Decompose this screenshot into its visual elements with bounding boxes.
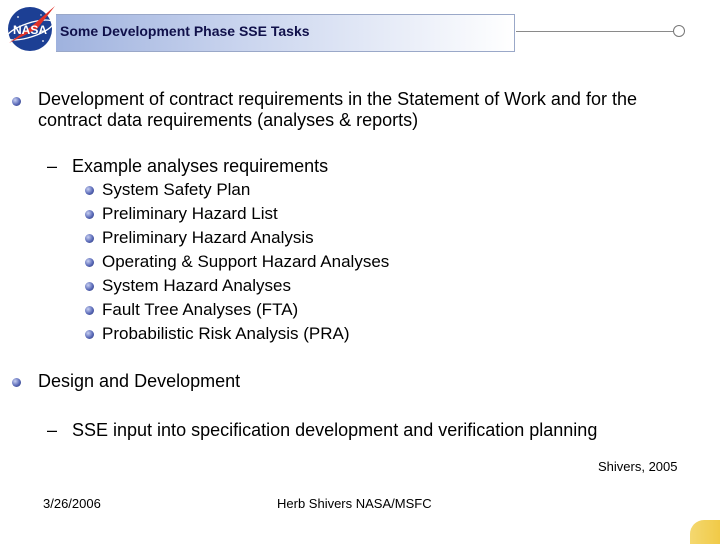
list-item: System Hazard Analyses (102, 276, 291, 295)
sub-example-analyses: Example analyses requirements (72, 156, 329, 176)
list-item: Preliminary Hazard Analysis (102, 228, 314, 247)
sub-dash: – (47, 156, 58, 176)
bullet-icon (85, 306, 94, 315)
list-item: System Safety Plan (102, 180, 251, 199)
bullet-icon (85, 234, 94, 243)
page-title: Some Development Phase SSE Tasks (60, 23, 310, 39)
header-rule (516, 31, 676, 32)
bullet-icon (85, 186, 94, 195)
footer-author: Herb Shivers NASA/MSFC (277, 496, 432, 511)
corner-decoration (690, 520, 720, 544)
list-item: Preliminary Hazard List (102, 204, 278, 223)
bullet-icon (85, 258, 94, 267)
list-item: Operating & Support Hazard Analyses (102, 252, 390, 271)
list-item: Probabilistic Risk Analysis (PRA) (102, 324, 350, 343)
header-rule-end-dot (673, 25, 685, 37)
nasa-logo (3, 3, 59, 53)
sub-sse-input: SSE input into specification development and verification planning (72, 420, 598, 440)
footer-date: 3/26/2006 (43, 496, 101, 511)
bullet-development-contract: Development of contract requirements in the Statement of Work and for the contract data requirements (analyses & reports) (38, 89, 637, 130)
bullet-icon (12, 97, 21, 106)
credit-text: Shivers, 2005 (598, 459, 678, 474)
bullet-design-development: Design and Development (38, 371, 241, 391)
sub-dash: – (47, 420, 58, 440)
bullet-icon (85, 210, 94, 219)
bullet-icon (12, 378, 21, 387)
nasa-logo-text: NASA (12, 23, 48, 37)
bullet-icon (85, 330, 94, 339)
bullet-icon (85, 282, 94, 291)
list-item: Fault Tree Analyses (FTA) (102, 300, 299, 319)
